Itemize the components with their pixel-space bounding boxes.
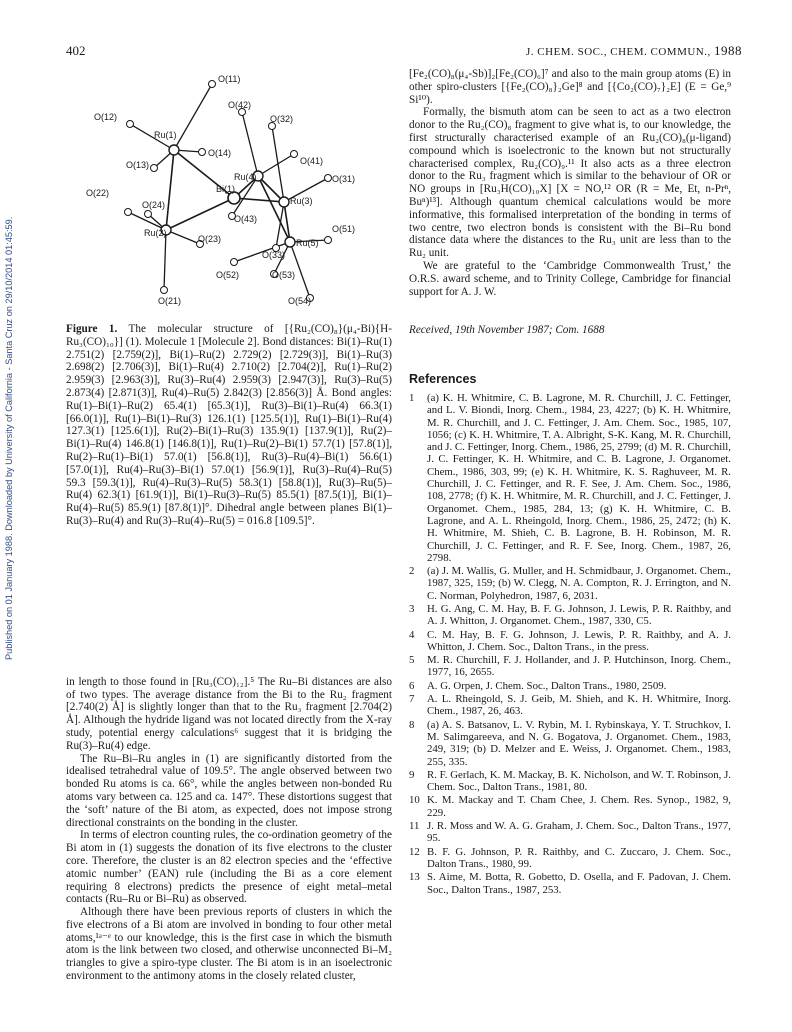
reference-item: 8 (a) A. S. Batsanov, L. V. Rybin, M. I. Rybinskaya, Y. T. Struchkov, I. M. Salimgareeva, and N. G. Bogatova, J. Organomet. Chem., 1983, 249, 319; (b) D. Melzer and E. Weiss, J. Organomet. Chem., 1983, 255, 335. xyxy=(409,718,731,768)
atom-labels xyxy=(86,74,355,306)
references-list xyxy=(409,392,731,896)
atom-label: O(31) xyxy=(332,174,356,184)
acknowledgements: We are grateful to the ‘Cambridge Commonwealth Trust,’ the O.R.S. award scheme, and to Trinity College, Cambridge for financial support for A. J. W. xyxy=(409,259,731,298)
reference-item: 5 M. R. Churchill, F. J. Hollander, and J. P. Hutchinson, Inorg. Chem., 1977, 16, 2655. xyxy=(409,654,731,679)
reference-item: 2 (a) J. M. Wallis, G. Muller, and H. Schmidbaur, J. Organomet. Chem., 1987, 325, 159; (b) W. Clegg, N. A. Compton, R. J. Errington, and N. C. Norman, Polyhedron, 1987, 6, 2031. xyxy=(409,565,731,602)
figure-caption xyxy=(66,323,392,528)
right-column xyxy=(409,68,731,897)
atom-label: O(13) xyxy=(126,160,150,170)
references-heading: References xyxy=(409,372,477,387)
atom-label: Ru(4) xyxy=(234,172,257,182)
atom-label: O(12) xyxy=(94,112,118,122)
reference-item: 4 C. M. Hay, B. F. G. Johnson, J. Lewis, P. R. Raithby, and A. J. Whitton, J. Chem. Soc., Dalton Trans., in the press. xyxy=(409,628,731,653)
atom-label: O(43) xyxy=(234,214,258,224)
atom-label: O(33) xyxy=(262,250,286,260)
atom-label: Ru(1) xyxy=(154,130,177,140)
reference-item: 12 B. F. G. Johnson, P. R. Raithby, and C. Zuccaro, J. Chem. Soc., Dalton Trans., 1980, 99. xyxy=(409,845,731,870)
atom-label: O(24) xyxy=(142,200,166,210)
body-paragraph: Although there have been previous reports of clusters in which the five electrons of a Bi atom are involved in bonding to four other metal atoms,¹ᵃ⁻ᵉ to our knowledge, this is the first case in which the bismuth atom is the link between two closed, and otherwise unconnected Bi–M₂ triangles to give a spiro-type cluster. The Bi atom is in an isoelectronic environment to the antimony atoms in the closely related cluster, xyxy=(66,906,392,983)
atom-label: O(52) xyxy=(216,270,240,280)
reference-item: 9 R. F. Gerlach, K. M. Mackay, B. K. Nicholson, and W. T. Robinson, J. Chem. Soc., Dalton Trans., 1981, 80. xyxy=(409,768,731,794)
figure-caption-label: Figure 1. xyxy=(66,323,118,335)
atom-label: O(41) xyxy=(300,156,324,166)
reference-item: 13 S. Aime, M. Botta, R. Gobetto, D. Osella, and F. Padovan, J. Chem. Soc., Dalton Trans., 1987, 253. xyxy=(409,871,731,896)
page-number: 402 xyxy=(66,43,86,58)
reference-item: 7 A. L. Rheingold, S. J. Geib, M. Shieh, and K. H. Whitmire, Inorg. Chem., 1987, 26, 463. xyxy=(409,693,731,718)
download-note-text[interactable]: Published on 01 January 1988. Downloaded by University of California - Santa Cruz on 29/10/2014 01:45:59. xyxy=(4,216,14,660)
bond-ru2-bi1 xyxy=(166,198,234,230)
atom-label: Ru(3) xyxy=(290,196,313,206)
molecular-structure-figure xyxy=(66,66,392,316)
reference-item: 6 A. G. Orpen, J. Chem. Soc., Dalton Trans., 1980, 2509. xyxy=(409,679,667,692)
atom-label: O(21) xyxy=(158,296,182,306)
body-paragraph: Formally, the bismuth atom can be seen to act as a two electron donor to the Ru₂(CO)₈ fragment to give what is, to our knowledge, the first structurally characterised example of an Ru₂(CO)₈(μ-ligand) compound which is isoelectronic to the known but not structurally characterised complex, Ru₂(CO)₉.¹¹ It also acts as a three electron donor to the Ru₃ fragment which is similar to the behaviour of OR or NO groups in [Ru₃H(CO)₁₀X] [X = NO,¹² OR (R = Me, Et, n-Prⁿ, Buⁿ)¹³]. Although quantum chemical calculations would be more informative, this formalised interpretation of the bonding in terms of two centre, two electron bonds is consistent with the Bi–Ru bond distance data where the distances to the Ru₃ unit are less than to the Ru₂ unit. xyxy=(409,106,731,260)
atom-label: O(53) xyxy=(272,270,296,280)
atom-label: O(54) xyxy=(288,296,312,306)
body-paragraph: in length to those found in [Ru₃(CO)₁₂].⁵ The Ru–Bi distances are also of two types. The average distance from the Bi to the Ru₂ fragment [2.740(2) Å] is slightly longer than that to the Ru₃ fragment [2.704(2) Å]. Although the hydride ligand was not located directly from the X-ray study, potential energy calculations⁶ suggest that it is bridging the Ru(3)–Ru(4) edge. xyxy=(66,675,392,752)
reference-item: 3 H. G. Ang, C. M. Hay, B. F. G. Johnson, J. Lewis, P. R. Raithby, and A. J. Whitton, J. Organomet. Chem., 1987, 330, C5. xyxy=(409,602,731,628)
received-date: Received, 19th November 1987; Com. 1688 xyxy=(409,324,605,337)
atom-label: O(11) xyxy=(218,74,241,84)
running-head xyxy=(526,43,742,59)
atom-label: O(32) xyxy=(270,114,294,124)
journal-year: 1988 xyxy=(714,43,742,58)
atom-label: O(14) xyxy=(208,148,232,158)
atom-label: Bi(1) xyxy=(216,184,236,194)
bond-ru1-ru2 xyxy=(166,150,174,230)
body-paragraph: In terms of electron counting rules, the co-ordination geometry of the Bi atom in (1) suggests the donation of its five electrons to the cluster core. Therefore, the cluster is an 82 electron species and the ‘effective atomic number’ (EAN) rule (including the Bi as a core element requiring 8 electrons) predicts the presence of eight metal–metal contacts (Ru–Ru or Bi–Ru) as observed. xyxy=(66,829,392,906)
atom-label: O(23) xyxy=(198,234,222,244)
body-paragraph: [Fe₂(CO)₈(μ₄-Sb)]₂[Fe₂(CO)₆]⁷ and also to the main group atoms (E) in other spiro-clusters [{Fe₂(CO)₈}₂Ge]⁸ and [{Co₂(CO)₇}₂E] (E = Ge,⁹ Si¹⁰). xyxy=(409,68,731,106)
reference-item: 1 (a) K. H. Whitmire, C. B. Lagrone, M. R. Churchill, J. C. Fettinger, and L. V. Biondi, Inorg. Chem., 1984, 23, 4227; (b) K. H. Whitmire, M. R. Churchill, and J. C. Fettinger, J. Am. Chem. Soc., 1985, 107, 1056; (c) K. H. Whitmire, T. A. Albright, S-K. Kang, M. R. Churchill, and J. C. Fettinger, Inorg. Chem., 1986, 25, 2799; (d) M. R. Churchill, J. C. Fettinger, K. H. Whitmire, and C. B. Lagrone, J. Organomet. Chem., 1986, 303, 99; (e) K. H. Whitmire, K. S. Raghuveer, M. R. Churchill, J. C. Fettinger, and R. F. See, J. Am. Chem. Soc., 1986, 108, 2778; (f) K. H. Whitmire, M. R. Churchill, and J. C. Fettinger, J. Organomet. Chem., 1985, 284, 13; (g) K. H. Whitmire, C. B. Lagrone, and A. L. Rheingold, Inorg. Chem., 1986, 25, 2472; (h) K. H. Whitmire, M. Shieh, C. B. Lagrone, B. H. Robinson, M. R. Churchill, J. C. Fettinger, and R. F. See, Inorg. Chem., 1987, 26, 2798. xyxy=(409,391,731,564)
atom-label: Ru(5) xyxy=(296,238,319,248)
reference-item: 10 K. M. Mackay and T. Cham Chee, J. Chem. Res. Synop., 1982, 9, 229. xyxy=(409,794,731,819)
atom-label: Ru(2) xyxy=(144,228,167,238)
body-paragraph: The Ru–Bi–Ru angles in (1) are significantly distorted from the idealised tetrahedral value of 109.5°. The angle observed between two bonded Ru atoms is ca. 66°, while the angles between non-bonded Ru atoms vary between ca. 125 and ca. 147°. These distortions suggest that the ‘soft’ nature of the Bi atom, as expected, does not impose strong directional constraints on the bonding in the cluster. xyxy=(66,752,392,829)
atom-label: O(42) xyxy=(228,100,252,110)
molecular-structure-drawing xyxy=(66,66,392,316)
journal-name: J. CHEM. SOC., CHEM. COMMUN., xyxy=(526,46,711,58)
reference-item: 11 J. R. Moss and W. A. G. Graham, J. Chem. Soc., Dalton Trans., 1977, 95. xyxy=(409,820,731,845)
atom-label: O(51) xyxy=(332,224,356,234)
figure-caption-text: The molecular structure of [{Ru₂(CO)₈}(μ₄-Bi){H-Ru₃(CO)₁₀}] (1). Molecule 1 [Molecule 2]. Bond distances: Bi(1)–Ru(1) 2.751(2) [2.759(2)], Bi(1)–Ru(2) 2.729(2) [2.729(3)], Bi(1)–Ru(3) 2.698(2) [2.706(3)], Bi(1)–Ru(4) 2.710(2) [2.704(2)], Ru(1)–Ru(2) 2.959(3) [2.963(3)], Ru(3)–Ru(4) 2.959(3) [2.947(3)], Ru(3)–Ru(5) 2.873(4) [2.871(3)], Ru(4)–Ru(5) 2.842(3) [2.856(3)] Å. Bond angles: Ru(1)–Bi(1)–Ru(2) 65.4(1) [65.3(1)], Ru(3)–Bi(1)–Ru(4) 66.3(1) [66.0(1)], Ru(1)–Bi(1)–Ru(3) 126.1(1) [125.5(1)], Ru(1)–Bi(1)–Ru(4) 127.3(1) [125.6(1)], Ru(2)–Bi(1)–Ru(3) 135.9(1) [137.9(1)], Ru(2)–Bi(1)–Ru(4) 146.8(1) [146.8(1)], Ru(1)–Ru(2)–Bi(1) 57.7(1) [57.8(1)], Ru(2)–Ru(1)–Bi(1) 57.0(1) [56.8(1)], Ru(3)–Ru(4)–Bi(1) 56.6(1) [57.0(1)], Ru(4)–Ru(3)–Bi(1) 57.0(1) [56.9(1)], Ru(3)–Ru(4)–Ru(5) 59.3 [59.3(1)], Ru(4)–Ru(3)–Ru(5) 58.3(1) [58.8(1)], Ru(3)–Ru(5)–Ru(4) 62.3(1) [61.9(1)], Bi(1)–Ru(3)–Ru(5) 85.5(1) [87.5(1)], Bi(1)–Ru(4)–Ru(5) 85.9(1) [87.8(1)]°. Dihedral angle between planes Bi(1)–Ru(3)–Ru(4) and Ru(3)–Ru(4)–Ru(5) = 016.8 [109.5]°. xyxy=(66,323,392,527)
download-note xyxy=(2,140,16,660)
left-column xyxy=(66,323,392,983)
atom-label: O(22) xyxy=(86,188,110,198)
